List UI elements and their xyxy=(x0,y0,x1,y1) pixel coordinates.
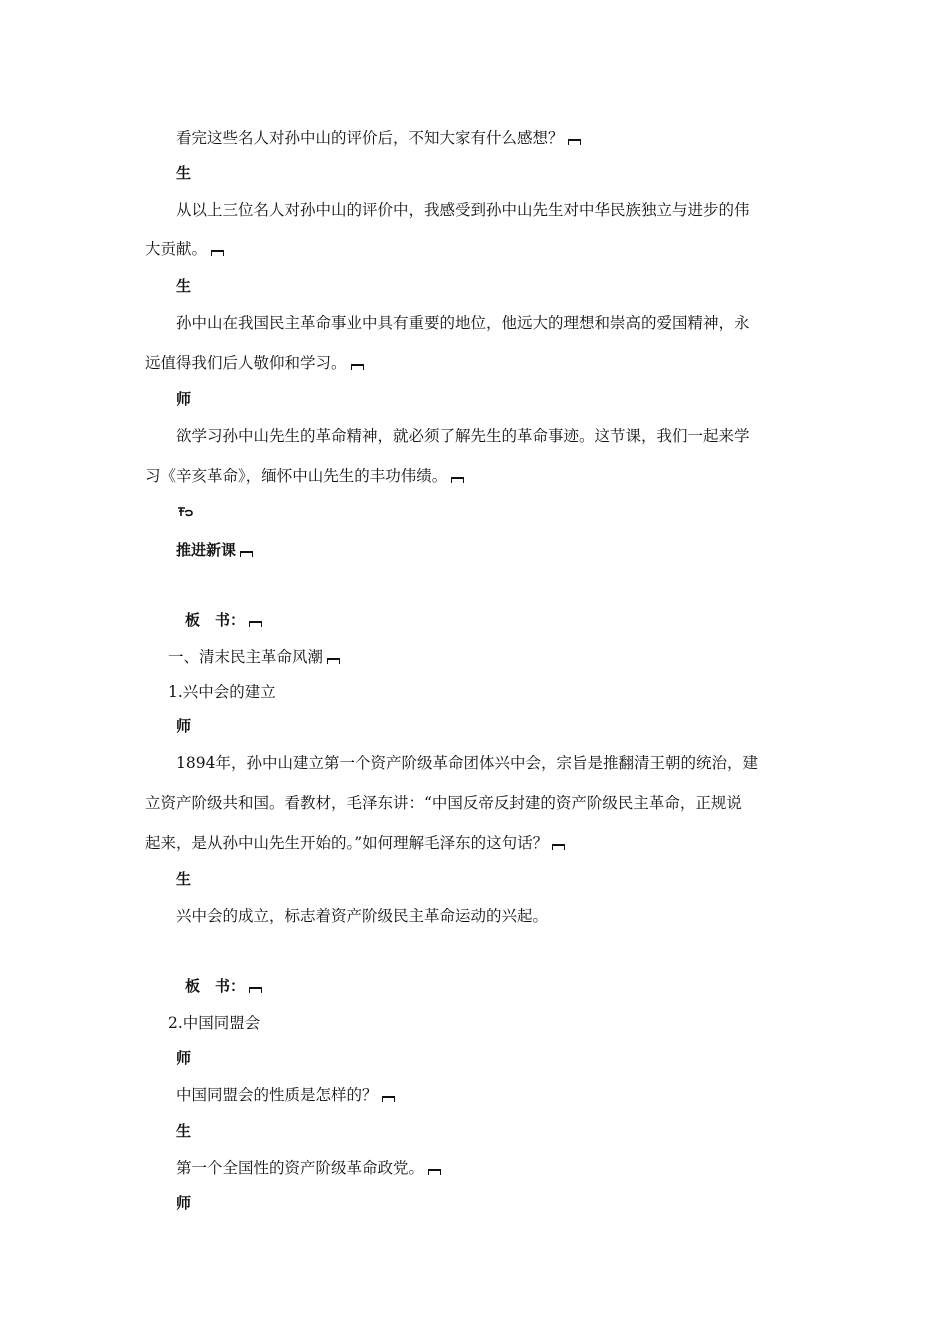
paragraph-line: 大贡献。 xyxy=(145,239,224,259)
outline-subsection: 2.中国同盟会 xyxy=(168,1014,261,1032)
paragraph-mark-icon xyxy=(428,1169,441,1175)
speaker-teacher: 师 xyxy=(176,1049,192,1067)
paragraph-line: 远值得我们后人敬仰和学习。 xyxy=(145,353,364,373)
paragraph-mark-icon xyxy=(249,987,262,993)
board-label: 板 书： xyxy=(185,610,262,630)
paragraph-mark-icon xyxy=(211,250,224,256)
paragraph-line: 习《辛亥革命》，缅怀中山先生的丰功伟绩。 xyxy=(145,466,464,486)
speaker-student: 生 xyxy=(176,1122,192,1140)
speaker-student: 生 xyxy=(176,277,192,295)
paragraph-line: 兴中会的成立，标志着资产阶级民主革命运动的兴起。 xyxy=(176,907,549,925)
paragraph-line: 起来，是从孙中山先生开始的。”如何理解毛泽东的这句话？ xyxy=(145,833,565,853)
paragraph-line: 1894年，孙中山建立第一个资产阶级革命团体兴中会，宗旨是推翻清王朝的统治，建 xyxy=(176,754,758,772)
paragraph-mark-icon xyxy=(568,139,581,145)
paragraph-line: 孙中山在我国民主革命事业中具有重要的地位，他远大的理想和崇高的爱国精神，永 xyxy=(176,314,750,332)
paragraph-mark-icon xyxy=(552,844,565,850)
paragraph-mark-icon xyxy=(451,477,464,483)
speaker-student: 生 xyxy=(176,870,192,888)
anchor-glyph-icon xyxy=(176,505,196,519)
paragraph-line: 欲学习孙中山先生的革命精神，就必须了解先生的革命事迹。这节课，我们一起来学 xyxy=(176,427,750,445)
board-label: 板 书： xyxy=(185,976,262,996)
speaker-teacher: 师 xyxy=(176,717,192,735)
section-heading-advance: 推进新课 xyxy=(176,540,253,560)
outline-subsection: 1.兴中会的建立 xyxy=(168,683,276,701)
paragraph-mark-icon xyxy=(240,551,253,557)
speaker-teacher: 师 xyxy=(176,1194,192,1212)
speaker-teacher: 师 xyxy=(176,390,192,408)
speaker-student: 生 xyxy=(176,164,192,182)
paragraph-mark-icon xyxy=(351,364,364,370)
paragraph-line: 立资产阶级共和国。看教材，毛泽东讲：“中国反帝反封建的资产阶级民主革命，正规说 xyxy=(145,794,742,812)
paragraph-mark-icon xyxy=(382,1096,395,1102)
outline-section: 一、清末民主革命风潮 xyxy=(168,647,340,667)
paragraph-line: 第一个全国性的资产阶级革命政党。 xyxy=(176,1158,441,1178)
paragraph-mark-icon xyxy=(249,621,262,627)
paragraph-line: 中国同盟会的性质是怎样的？ xyxy=(176,1085,395,1105)
paragraph-mark-icon xyxy=(327,658,340,664)
paragraph-line: 从以上三位名人对孙中山的评价中，我感受到孙中山先生对中华民族独立与进步的伟 xyxy=(176,201,750,219)
paragraph-line: 看完这些名人对孙中山的评价后，不知大家有什么感想？ xyxy=(176,128,581,148)
